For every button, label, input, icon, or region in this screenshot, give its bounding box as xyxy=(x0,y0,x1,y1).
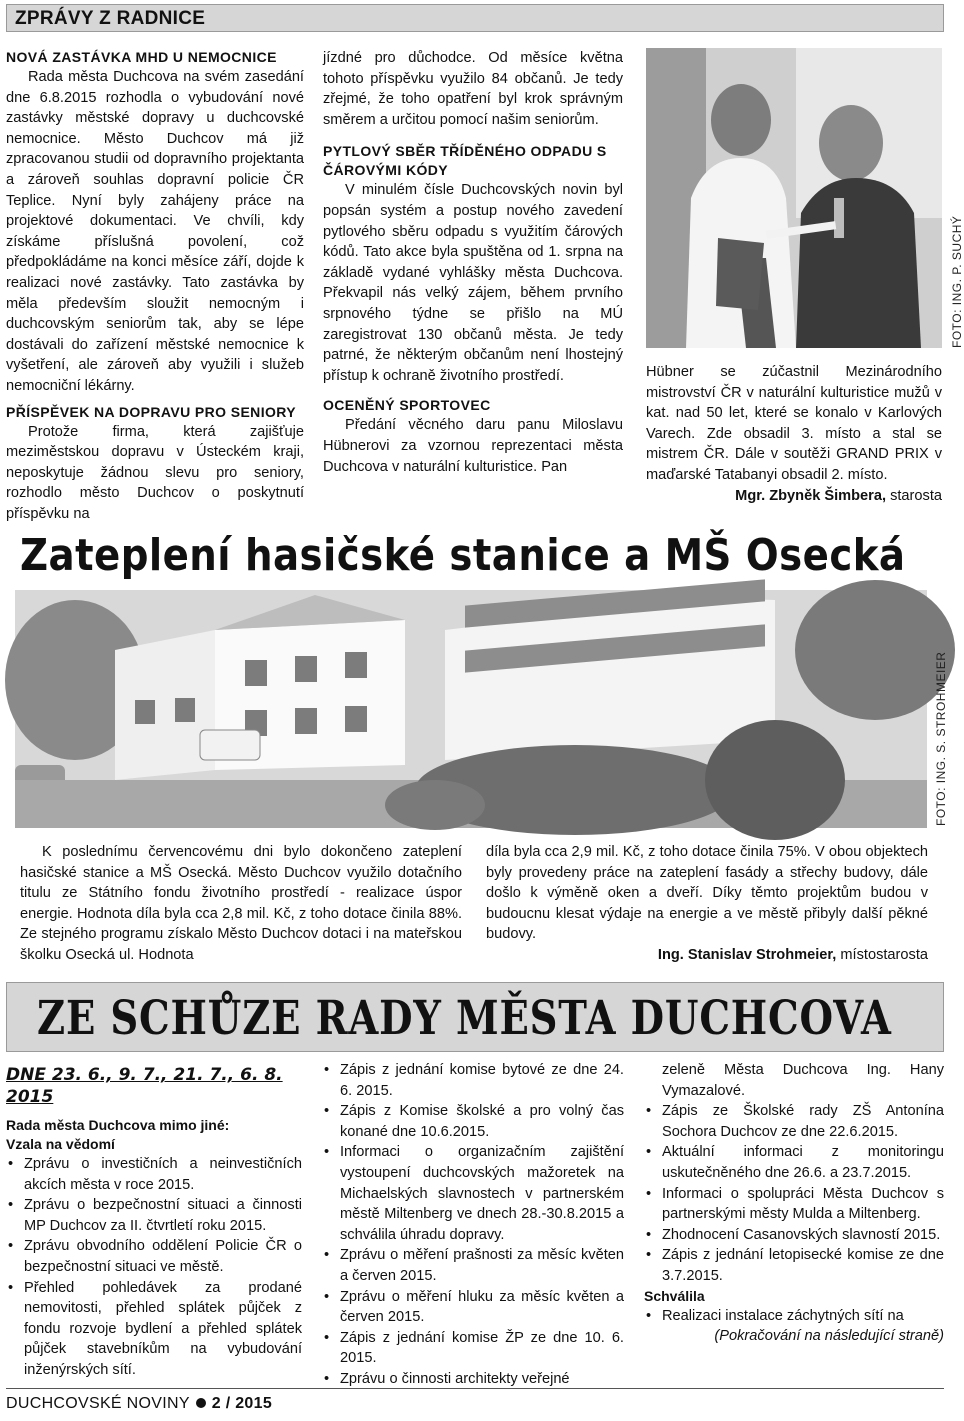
article-heading: NOVÁ ZASTÁVKA MHD U NEMOCNICE xyxy=(6,49,277,65)
article-paragraph-right xyxy=(486,842,928,966)
list-item: • Zhodnocení Casanovských slavností 2015. xyxy=(644,1225,944,1246)
article-text: Hübner se zúčastnil Mezinárodního mistrovství ČR v naturální kulturistice mužů v kat. nad 50 let, které se konalo v Karlových Varech. Zde obsadil 3. místo a stal se mistrem ČR. Dále v soutěži GRAND PRIX v maďarské Tatabanyi obsadil 2. místo. xyxy=(646,364,942,483)
list-item: • Informaci o organizačním zajištění vystoupení duchcovských mažoretek na Michaelských slavnostech v partnerském městě Miltenberg ve dnech 28.-30.8.2015 a schválila úhradu dopravy. xyxy=(322,1142,624,1245)
building-photo-illustration xyxy=(15,590,927,828)
column-2 xyxy=(323,48,623,477)
column-1 xyxy=(6,48,304,524)
award-photo xyxy=(646,48,942,348)
section-header-title: ZPRÁVY Z RADNICE xyxy=(15,8,206,29)
council-list xyxy=(644,1101,944,1286)
photo-credit: FOTO: ING. S. STROHMEIER xyxy=(934,651,948,826)
list-item: • Zápis ze Školské rady ZŠ Antonína Sochora Duchcov ze dne 22.6.2015. xyxy=(644,1101,944,1142)
council-column-2 xyxy=(322,1060,624,1390)
signature xyxy=(486,945,928,966)
bullet-dot-icon xyxy=(196,1398,206,1408)
list-item: • Přehled pohledávek za prodané nemovitosti, přehled splátek půjček z fondu rozvoje bydlení a přehled splátek půjček stavebníkům na vybudování inženýrských sítí. xyxy=(6,1278,302,1381)
list-item-continued: zeleně Města Duchcova Ing. Hany Vymazalové. xyxy=(662,1062,944,1099)
article-title: Zateplení hasičské stanice a MŠ Osecká xyxy=(20,530,906,581)
article-paragraph: Rada města Duchcova na svém zasedání dne 6.8.2015 rozhodla o vybudování nové zastávky městské dopravy u duchcovské nemocnice. Město Duchcov má již zpracovanou studii od dopravního projektanta a zároveň souhlas dopravní policie ČR Teplice. Nyní byly zahájeny práce na projektové dokumentaci. Ve chvíli, kdy získáme příslušná povolení, což předpokládáme na konci měsíce září, dojde k realizaci nové zastávky. Tato zastávka by měla především sloužit nemocným i duchcovským seniorům tak, aby se lépe dostávali do zařízení městské nemocnice k vyšetření, ale zároveň aby využili i služeb nemocniční lékárny. xyxy=(6,69,304,394)
meeting-dates: DNE 23. 6., 9. 7., 21. 7., 6. 8. 2015 xyxy=(6,1065,283,1107)
list-item: • Zprávu o bezpečnostní situaci a činnosti MP Duchcov za II. čtvrtletí roku 2015. xyxy=(6,1195,302,1236)
list-item: • Zápis z jednání letopisecké komise ze dne 3.7.2015. xyxy=(644,1245,944,1286)
building-photo xyxy=(15,590,927,828)
council-intro: Rada města Duchcova mimo jiné: xyxy=(6,1117,230,1133)
award-photo-illustration xyxy=(646,48,942,348)
article-text: díla byla cca 2,9 mil. Kč, z toho dotace činila 75%. V obou objektech byly provedeny práce na zateplení fasády a střechy budovy, dále došlo k výměně oken a dveří. Díky těmto projektům budou v budoucnu klesat výdaje na energie a ve městě přibyly další pěkné budovy. xyxy=(486,844,928,943)
list-item: • Zprávu obvodního oddělení Policie ČR o bezpečnostní situaci ve městě. xyxy=(6,1236,302,1277)
article-paragraph: Předání věcného daru panu Miloslavu Hübnerovi za vzornou reprezentaci města Duchcova v naturální kulturistice. Pan xyxy=(323,417,623,475)
section-banner-title: ZE SCHŮZE RADY MĚSTA DUCHCOVA xyxy=(37,991,892,1046)
page-footer xyxy=(6,1388,944,1413)
article-paragraph: jízdné pro důchodce. Od měsíce května tohoto příspěvku využilo 84 občanů. Je tedy zřejmé, že toho opatření byl krok správným směrem a určitou pomocí našim seniorům. xyxy=(323,50,623,128)
article-heading: PŘÍSPĚVEK NA DOPRAVU PRO SENIORY xyxy=(6,403,296,420)
council-list xyxy=(322,1060,624,1390)
article-heading: PYTLOVÝ SBĚR TŘÍDĚNÉHO ODPADU S ČÁROVÝMI KÓDY xyxy=(323,143,607,179)
list-item: • Realizaci instalace záchytných sítí na xyxy=(644,1306,944,1327)
article-paragraph: Protože firma, která zajišťuje meziměstskou dopravu v Ústeckém kraji, neposkytuje žádnou slevu pro seniory, rozhodlo město Duchcov o poskytnutí příspěvku na xyxy=(6,423,304,522)
signature-name: Mgr. Zbyněk Šimbera, xyxy=(735,487,887,504)
council-column-3 xyxy=(644,1060,944,1347)
signature-role: starosta xyxy=(886,487,942,504)
article-heading: OCENĚNÝ SPORTOVEC xyxy=(323,397,491,414)
list-item: • Zprávu o měření hluku za měsíc květen a červen 2015. xyxy=(322,1287,624,1328)
list-item: • Zápis z jednání komise bytové ze dne 24. 6. 2015. xyxy=(322,1060,624,1101)
article-paragraph xyxy=(646,362,942,504)
signature-role: místostarosta xyxy=(836,946,928,963)
article-paragraph-left: K poslednímu červencovému dni bylo dokončeno zateplení hasičské stanice a MŠ Osecká. Město Duchcov využilo dotačního titulu ze Státního fondu životního prostředí - realizace úspor energie. Hodnota díla byla cca 2,8 mil. Kč, z toho dotace činila 88%. Ze stejného programu získalo Město Duchcov dotaci i na mateřskou školku Osecká ul. Hodnota xyxy=(20,844,462,963)
list-item: • Zápis z Komise školské a pro volný čas konané dne 10.6.2015. xyxy=(322,1101,624,1142)
council-column-1 xyxy=(6,1064,302,1381)
section-header xyxy=(6,4,944,32)
issue-number: 2 / 2015 xyxy=(211,1395,273,1412)
list-item: • Zprávu o činnosti architekty veřejné xyxy=(322,1369,624,1390)
council-list xyxy=(6,1154,302,1381)
newspaper-name: DUCHCOVSKÉ NOVINY xyxy=(6,1395,190,1412)
continued-note: (Pokračování na následující straně) xyxy=(714,1328,944,1345)
column-3 xyxy=(646,362,942,506)
list-item: • Zprávu o měření prašnosti za měsíc květen a červen 2015. xyxy=(322,1245,624,1286)
council-list xyxy=(644,1306,944,1327)
article-paragraph: V minulém čísle Duchcovských novin byl popsán systém a postup nového zavedení pytlového sběru odpadu s využitím čárových kódů. Tato akce byla spuštěna od 1. srpna na základě vydané vyhlášky města Duchcova. Překvapil nás velký zájem, během prvního srpnového týdne se přišlo na MÚ zaregistrovat 130 občanů města. Je tedy patrné, že některým občanům není lhostejný přístup k ochraně životního prostředí. xyxy=(323,182,623,384)
council-subheading: Vzala na vědomí xyxy=(6,1136,115,1152)
section-banner xyxy=(6,982,944,1052)
council-subheading: Schválila xyxy=(644,1287,705,1304)
list-item: • Aktuální informaci z monitoringu uskutečněného dne 26.6. a 23.7.2015. xyxy=(644,1142,944,1183)
photo-credit: FOTO: ING. P. SUCHÝ xyxy=(950,215,964,348)
list-item: • Zprávu o investičních a neinvestičních akcích města v roce 2015. xyxy=(6,1154,302,1195)
list-item: • Informaci o spolupráci Města Duchcov s partnerskými městy Mulda a Miltenberg. xyxy=(644,1184,944,1225)
signature-name: Ing. Stanislav Strohmeier, xyxy=(657,946,837,963)
list-item: • Zápis z jednání komise ŽP ze dne 10. 6. 2015. xyxy=(322,1328,624,1369)
